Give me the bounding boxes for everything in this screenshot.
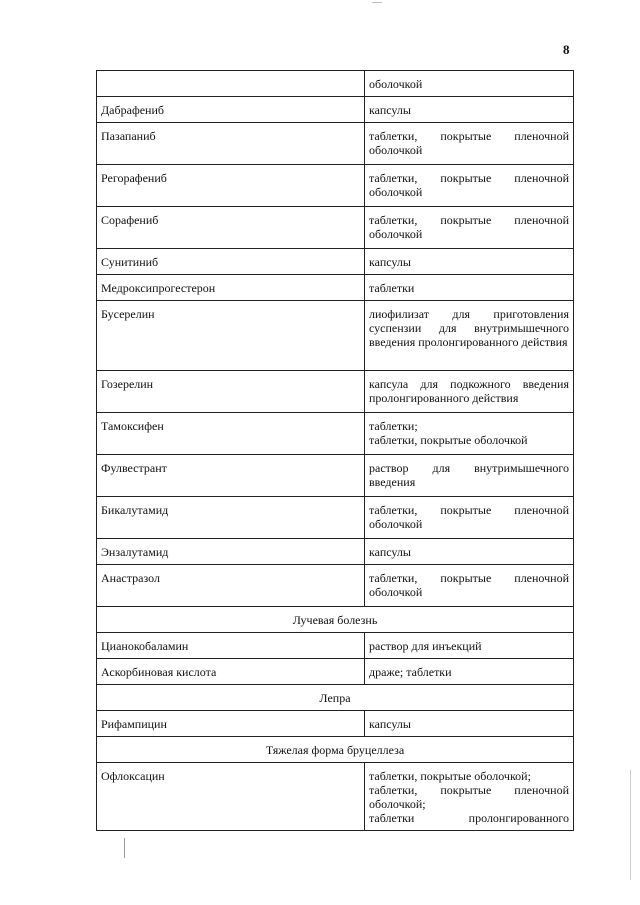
section-heading-brucellosis: Тяжелая форма бруцеллеза [97,737,574,763]
dosage-form-line: таблетки, покрытые оболочкой; [369,769,531,783]
drug-name-cell: Регорафениб [97,165,365,207]
dosage-form-cell: оболочкой [365,71,574,97]
table-row [97,497,574,539]
drug-name-cell: Рифампицин [97,711,365,737]
drug-name-cell: Дабрафениб [97,97,365,123]
medication-table [96,70,574,831]
table-row [97,249,574,275]
dosage-form-line: таблетки, покрытые пленочной оболочкой; [369,783,569,811]
drug-name-cell [97,71,365,97]
dosage-form-cell [365,763,574,831]
drug-name-cell: Гозерелин [97,371,365,413]
table-row [97,763,574,831]
table-row [97,455,574,497]
drug-name-cell: Энзалутамид [97,539,365,565]
table-row [97,301,574,371]
dosage-form-cell: драже; таблетки [365,659,574,685]
table-row [97,633,574,659]
drug-name-cell: Пазапаниб [97,123,365,165]
drug-name-cell: Аскорбиновая кислота [97,659,365,685]
dosage-form-cell: раствор для внутримышечного введения [365,455,574,497]
section-heading-row [97,685,574,711]
dosage-form-cell: таблетки, покрытые пленочной оболочкой [365,497,574,539]
drug-name-cell: Тамоксифен [97,413,365,455]
table-row [97,71,574,97]
table-row [97,371,574,413]
section-heading-leprosy: Лепра [97,685,574,711]
dosage-form-cell: капсулы [365,711,574,737]
dosage-form-cell: раствор для инъекций [365,633,574,659]
section-heading-radiation-sickness: Лучевая болезнь [97,607,574,633]
dosage-form-line: таблетки; [369,419,418,433]
dosage-form-cell: капсулы [365,249,574,275]
page-number: 8 [563,42,570,57]
drug-name-cell: Офлоксацин [97,763,365,831]
scan-mark-bottom [124,838,125,858]
dosage-form-cell [365,413,574,455]
dosage-form-cell: капсулы [365,97,574,123]
dosage-form-cell: таблетки [365,275,574,301]
table-row [97,659,574,685]
drug-name-cell: Медроксипрогестерон [97,275,365,301]
drug-name-cell: Цианокобаламин [97,633,365,659]
table-row [97,539,574,565]
table-row [97,165,574,207]
scan-mark-top [372,2,382,3]
table-row [97,711,574,737]
drug-name-cell: Анастразол [97,565,365,607]
dosage-form-line: таблетки, покрытые оболочкой [369,433,528,447]
drug-name-cell: Сорафениб [97,207,365,249]
drug-name-cell: Бусерелин [97,301,365,371]
dosage-form-cell: таблетки, покрытые пленочной оболочкой [365,207,574,249]
dosage-form-cell: таблетки, покрытые пленочной оболочкой [365,165,574,207]
section-heading-row [97,737,574,763]
table-row [97,565,574,607]
drug-name-cell: Бикалутамид [97,497,365,539]
table-row [97,207,574,249]
scan-edge-line [630,770,631,880]
dosage-form-cell: капсулы [365,539,574,565]
section-heading-row [97,607,574,633]
dosage-form-cell: лиофилизат для приготовления суспензии для внутримышечного введения пролонгированного действия [365,301,574,371]
dosage-form-cell: таблетки, покрытые пленочной оболочкой [365,565,574,607]
dosage-form-cell: капсула для подкожного введения пролонгированного действия [365,371,574,413]
table-row [97,123,574,165]
dosage-form-cell: таблетки, покрытые пленочной оболочкой [365,123,574,165]
table-row [97,97,574,123]
table-row [97,275,574,301]
dosage-form-line: таблетки пролонгированного [369,811,569,825]
drug-name-cell: Фулвестрант [97,455,365,497]
drug-name-cell: Сунитиниб [97,249,365,275]
table-row [97,413,574,455]
